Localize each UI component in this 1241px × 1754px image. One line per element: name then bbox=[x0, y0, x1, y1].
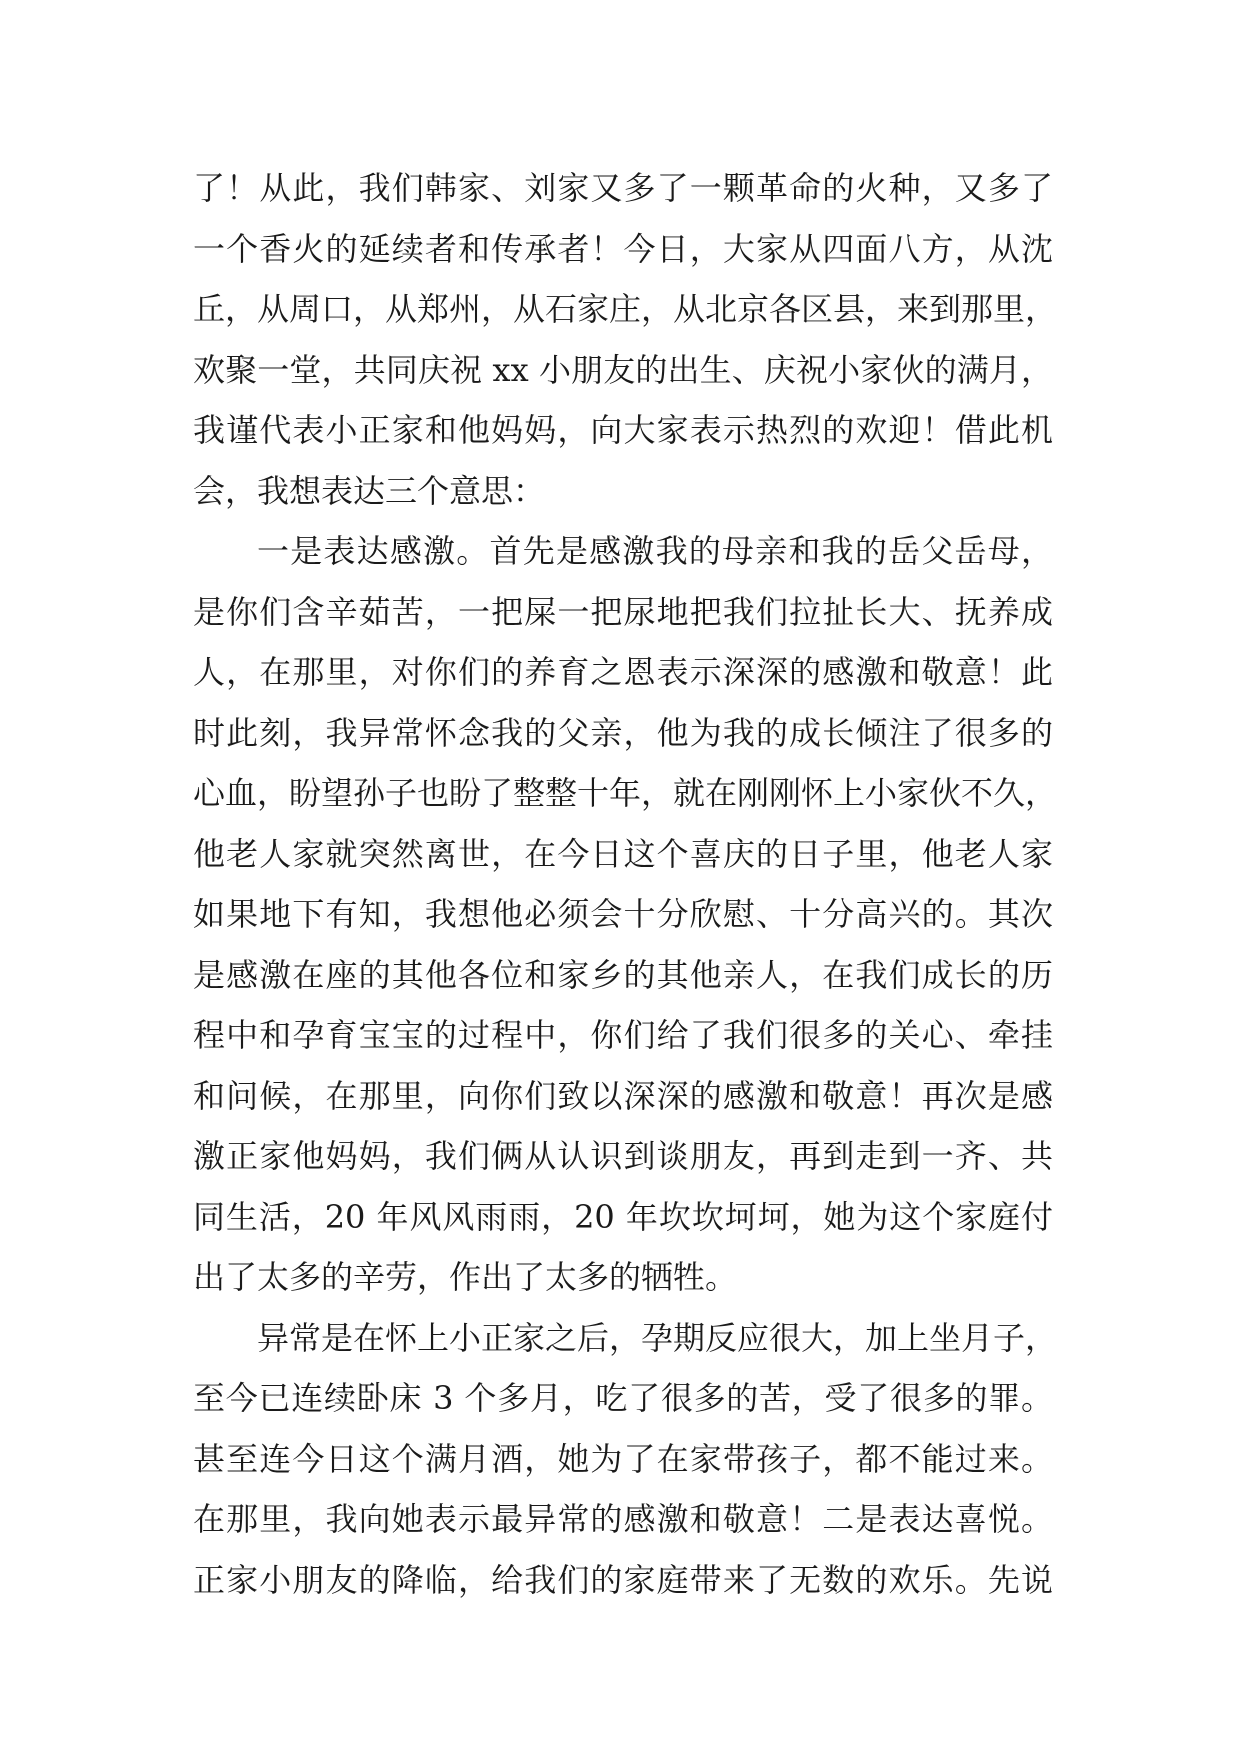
text-line: 和问候，在那里，向你们致以深深的感激和敬意！再次是感 bbox=[193, 1076, 1053, 1115]
text-line: 是你们含辛茹苦，一把屎一把尿地把我们拉扯长大、抚养成 bbox=[193, 592, 1053, 631]
text-line: 我谨代表小正家和他妈妈，向大家表示热烈的欢迎！借此机 bbox=[193, 411, 1053, 449]
text-line: 异常是在怀上小正家之后，孕期反应很大，加上坐月子， bbox=[257, 1318, 1058, 1357]
text-line: 时此刻，我异常怀念我的父亲，他为我的成长倾注了很多的 bbox=[193, 713, 1053, 752]
text-line: 丘，从周口，从郑州，从石家庄，从北京各区县，来到那里， bbox=[193, 290, 1058, 328]
body-text bbox=[193, 158, 1058, 1610]
text-line: 欢聚一堂，共同庆祝 xx 小朋友的出生、庆祝小家伙的满月， bbox=[193, 350, 1053, 389]
text-line: 会，我想表达三个意思： bbox=[193, 471, 546, 510]
text-line: 他老人家就突然离世，在今日这个喜庆的日子里，他老人家 bbox=[193, 834, 1053, 873]
text-line: 正家小朋友的降临，给我们的家庭带来了无数的欢乐。先说 bbox=[193, 1560, 1053, 1599]
text-line: 心血，盼望孙子也盼了整整十年，就在刚刚怀上小家伙不久， bbox=[193, 774, 1058, 812]
text-line: 了！从此，我们韩家、刘家又多了一颗革命的火种，又多了 bbox=[193, 169, 1053, 207]
text-line: 一个香火的延续者和传承者！今日，大家从四面八方，从沈 bbox=[193, 229, 1053, 268]
text-line: 同生活，20 年风风雨雨，20 年坎坎坷坷，她为这个家庭付 bbox=[193, 1197, 1053, 1236]
text-line: 出了太多的辛劳，作出了太多的牺牲。 bbox=[193, 1258, 738, 1296]
text-line: 在那里，我向她表示最异常的感激和敬意！二是表达喜悦。 bbox=[193, 1500, 1053, 1538]
text-line: 程中和孕育宝宝的过程中，你们给了我们很多的关心、牵挂 bbox=[193, 1016, 1053, 1054]
text-line: 激正家他妈妈，我们俩从认识到谈朋友，再到走到一齐、共 bbox=[193, 1137, 1053, 1175]
text-line: 如果地下有知，我想他必须会十分欣慰、十分高兴的。其次 bbox=[193, 895, 1053, 933]
text-line: 是感激在座的其他各位和家乡的其他亲人，在我们成长的历 bbox=[193, 955, 1053, 994]
text-line: 甚至连今日这个满月酒，她为了在家带孩子，都不能过来。 bbox=[193, 1439, 1053, 1478]
text-line: 一是表达感激。首先是感激我的母亲和我的岳父岳母， bbox=[257, 532, 1053, 570]
text-line: 至今已连续卧床 3 个多月，吃了很多的苦，受了很多的罪。 bbox=[193, 1379, 1053, 1417]
text-line: 人，在那里，对你们的养育之恩表示深深的感激和敬意！此 bbox=[193, 653, 1053, 691]
